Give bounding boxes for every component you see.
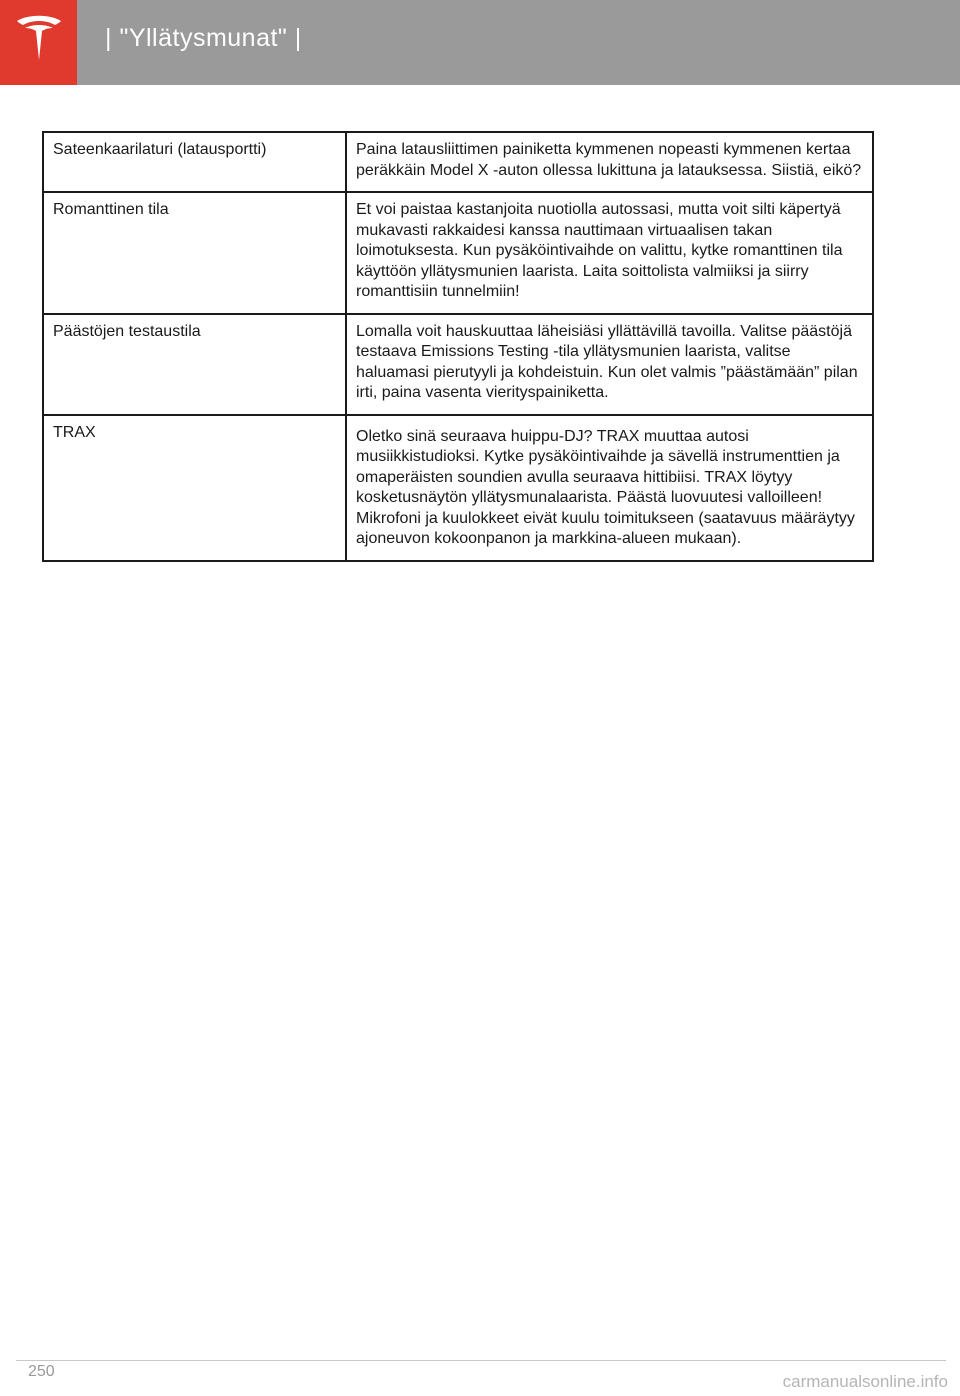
feature-description: Paina latausliittimen painiketta kymmenen nopeasti kymmenen kertaa peräkkäin Model X -auton ollessa lukittuna ja latauksessa. Siistiä, eikö? [346, 132, 873, 192]
page-header [0, 0, 960, 85]
watermark: carmanualsonline.info [782, 1372, 948, 1391]
page-title: | "Yllätysmunat" | [105, 24, 302, 52]
logo-box [0, 0, 77, 85]
table-row [43, 132, 873, 192]
footer-divider [16, 1360, 946, 1361]
table-row [43, 192, 873, 314]
feature-description: Oletko sinä seuraava huippu-DJ? TRAX muuttaa autosi musiikkistudioksi. Kytke pysäköintivaihde ja sävellä instrumenttien ja omaperäisten soundien avulla seuraava hittibiisi. TRAX löytyy kosketusnäytön yllätysmunalaarista. Päästä luovuutesi valloilleen! Mikrofoni ja kuulokkeet eivät kuulu toimitukseen (saatavuus määräytyy ajoneuvon kokoonpanon ja markkina-alueen mukaan). [346, 415, 873, 561]
table-row [43, 415, 873, 561]
easter-eggs-table [42, 131, 874, 562]
feature-name: Päästöjen testaustila [43, 314, 346, 415]
page-number: 250 [28, 1363, 55, 1380]
tesla-logo-icon [14, 12, 64, 73]
feature-name: TRAX [43, 415, 346, 561]
feature-name: Romanttinen tila [43, 192, 346, 314]
feature-description: Lomalla voit hauskuuttaa läheisiäsi yllättävillä tavoilla. Valitse päästöjä testaava Emissions Testing -tila yllätysmunien laarista, valitse haluamasi pierutyyli ja kohdeistuin. Kun olet valmis ”päästämään” pilan irti, paina vasenta vierityspainiketta. [346, 314, 873, 415]
feature-name: Sateenkaarilaturi (latausportti) [43, 132, 346, 192]
table-row [43, 314, 873, 415]
feature-description: Et voi paistaa kastanjoita nuotiolla autossasi, mutta voit silti käpertyä mukavasti rakkaidesi kanssa nauttimaan virtuaalisen takan loimotuksesta. Kun pysäköintivaihde on valittu, kytke romanttinen tila käyttöön yllätysmunien laarista. Laita soittolista valmiiksi ja siirry romanttisiin tunnelmiin! [346, 192, 873, 314]
